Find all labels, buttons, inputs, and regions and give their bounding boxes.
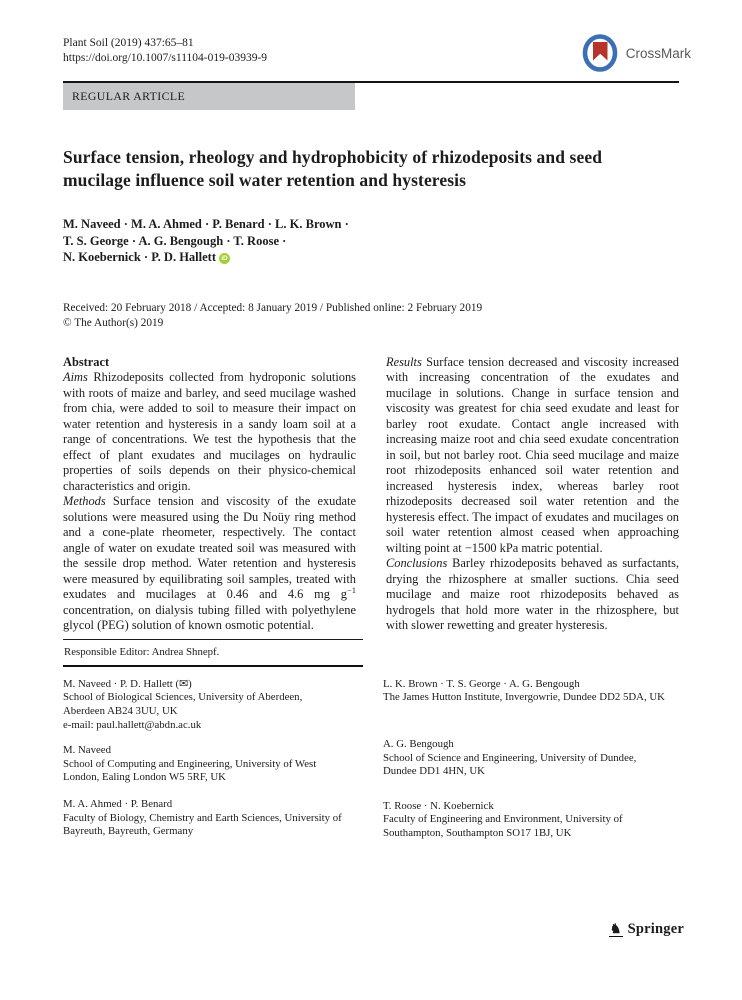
affiliation-block <box>63 678 359 732</box>
springer-wordmark: Springer <box>627 921 684 937</box>
affiliation-line: Dundee DD1 4HN, UK <box>383 765 485 778</box>
affiliation-line: The James Hutton Institute, Invergowrie, Dundee DD2 5DA, UK <box>383 691 665 704</box>
abstract-heading: Abstract <box>63 354 110 369</box>
affiliation-authors: A. G. Bengough <box>383 737 454 750</box>
received-accepted-line: Received: 20 February 2018 / Accepted: 8 January 2019 / Published online: 2 February 2019 <box>63 301 483 314</box>
copyright-line: © The Author(s) 2019 <box>63 317 164 329</box>
responsible-editor: Responsible Editor: Andrea Shnepf. <box>64 645 220 658</box>
affiliation-line: School of Biological Sciences, University of Aberdeen, <box>63 691 303 704</box>
superscript: −1 <box>346 584 356 595</box>
affiliation-line: School of Science and Engineering, University of Dundee, <box>383 751 637 764</box>
abstract-heading-line <box>63 355 356 371</box>
affiliations-left-column <box>63 678 359 853</box>
springer-logo <box>609 921 684 938</box>
methods-label: Methods <box>63 494 106 508</box>
conclusions-label: Conclusions <box>386 556 448 570</box>
aims-label: Aims <box>63 370 88 384</box>
affiliation-line: Bayreuth, Bayreuth, Germany <box>63 825 194 838</box>
affiliation-authors: M. Naveed <box>63 744 111 757</box>
abstract-aims-paragraph <box>63 370 356 494</box>
aims-text: Rhizodeposits collected from hydroponic solutions with roots of maize and barley, and seed mucilage washed from chia, were added to soil to measure their impact on water retention and hysteresis in a sandy loam soil at a range of concentrations. We test the hypothesis that the effect of plant exudates and mucilages on hydraulic properties of soils depends on their physico-chemical characteristics and origin. <box>63 370 356 493</box>
affiliation-line: Aberdeen AB24 3UU, UK <box>63 704 178 717</box>
affiliation-line: School of Computing and Engineering, University of West <box>63 757 317 770</box>
affiliation-line: Southampton, Southampton SO17 1BJ, UK <box>383 826 572 839</box>
affiliation-authors: M. Naveed · P. D. Hallett (✉) <box>63 677 192 690</box>
crossmark-icon <box>581 33 619 73</box>
affiliation-line: London, Ealing London W5 5RF, UK <box>63 771 226 784</box>
methods-text: Surface tension and viscosity of the exudate solutions were measured using the Du Noüy ring method and a cone-plate rheometer, respectively. The contact angle of water on exudate treated soil was measured with the sessile drop method. Water retention and hysteresis were measured by equilibrating soil samples, treated with exudates and mucilages at 0.46 and 4.6 mg g <box>63 494 356 601</box>
affiliation-block <box>383 800 679 841</box>
article-type-label: REGULAR ARTICLE <box>72 89 186 103</box>
paper-title: Surface tension, rheology and hydrophobicity of rhizodeposits and seed mucilage influence soil water retention and hysteresis <box>63 147 603 190</box>
abstract-results-paragraph <box>386 355 679 557</box>
author-line: T. S. George · A. G. Bengough · T. Roose · <box>63 233 287 248</box>
crossmark-label: CrossMark <box>625 45 691 61</box>
affiliations-section <box>63 678 679 853</box>
orcid-icon[interactable]: iD <box>219 253 230 264</box>
results-label: Results <box>386 354 422 369</box>
affiliation-block <box>63 798 359 839</box>
affiliation-authors: L. K. Brown · T. S. George · A. G. Bengough <box>383 677 580 690</box>
abstract-right-column <box>386 355 679 634</box>
author-line-text: N. Koebernick · P. D. Hallett <box>63 250 216 264</box>
conclusions-text: Barley rhizodeposits behaved as surfactants, drying the rhizosphere at smaller suctions. Chia seed mucilage and maize root rhizodeposits behaved as hydrogels that hold more water in the rhizosphere, but with slower rewetting and greater hysteresis. <box>386 556 679 632</box>
affiliation-authors: M. A. Ahmed · P. Benard <box>63 797 173 810</box>
abstract-left-column <box>63 355 356 634</box>
results-text: Surface tension decreased and viscosity increased with increasing concentration of the exudates and mucilage in solutions. Change in surface tension and viscosity was greatest for chia seed exudate and least for barley root exudate. Contact angle increased with increasing maize root and chia seed exudate concentration in soil, but not barley root. Chia seed mucilage and maize root rhizodeposits enhanced soil water retention and increased hysteresis index, whereas barley root rhizodeposits decreased soil water retention and the hysteresis effect. The impact of exudates and mucilages on soil water retention almost ceased when approaching wilting point at −1500 kPa matric potential. <box>386 354 679 555</box>
editor-footnote-block <box>63 639 363 667</box>
springer-horse-icon: ♞ <box>609 921 622 936</box>
affiliation-line: Faculty of Engineering and Environment, University of <box>383 813 623 826</box>
affiliation-line: Faculty of Biology, Chemistry and Earth Sciences, University of <box>63 811 342 824</box>
author-line: M. Naveed · M. A. Ahmed · P. Benard · L. K. Brown · <box>63 217 349 231</box>
journal-meta <box>63 36 267 66</box>
affiliation-block <box>383 738 679 779</box>
affiliations-right-column <box>383 678 679 853</box>
article-history <box>63 301 679 332</box>
article-type-banner <box>63 83 355 110</box>
doi-link[interactable]: https://doi.org/10.1007/s11104-019-03939-9 <box>63 52 268 64</box>
abstract-section <box>63 355 679 634</box>
journal-citation: Plant Soil (2019) 437:65–81 <box>63 37 194 49</box>
crossmark-badge[interactable] <box>581 33 691 73</box>
affiliation-authors: T. Roose · N. Koebernick <box>383 799 494 812</box>
author-line <box>63 249 679 266</box>
affiliation-block <box>63 744 359 785</box>
abstract-conclusions-paragraph <box>386 556 679 634</box>
abstract-methods-paragraph <box>63 494 356 634</box>
masthead <box>63 36 691 74</box>
footnote-bottom-rule <box>63 665 363 667</box>
author-list <box>63 216 679 266</box>
methods-text-cont: concentration, on dialysis tubing filled with polyethylene glycol (PEG) solution of known osmotic potential. <box>63 602 356 632</box>
affiliation-block <box>383 678 679 705</box>
email-link[interactable]: e-mail: paul.hallett@abdn.ac.uk <box>63 718 202 731</box>
